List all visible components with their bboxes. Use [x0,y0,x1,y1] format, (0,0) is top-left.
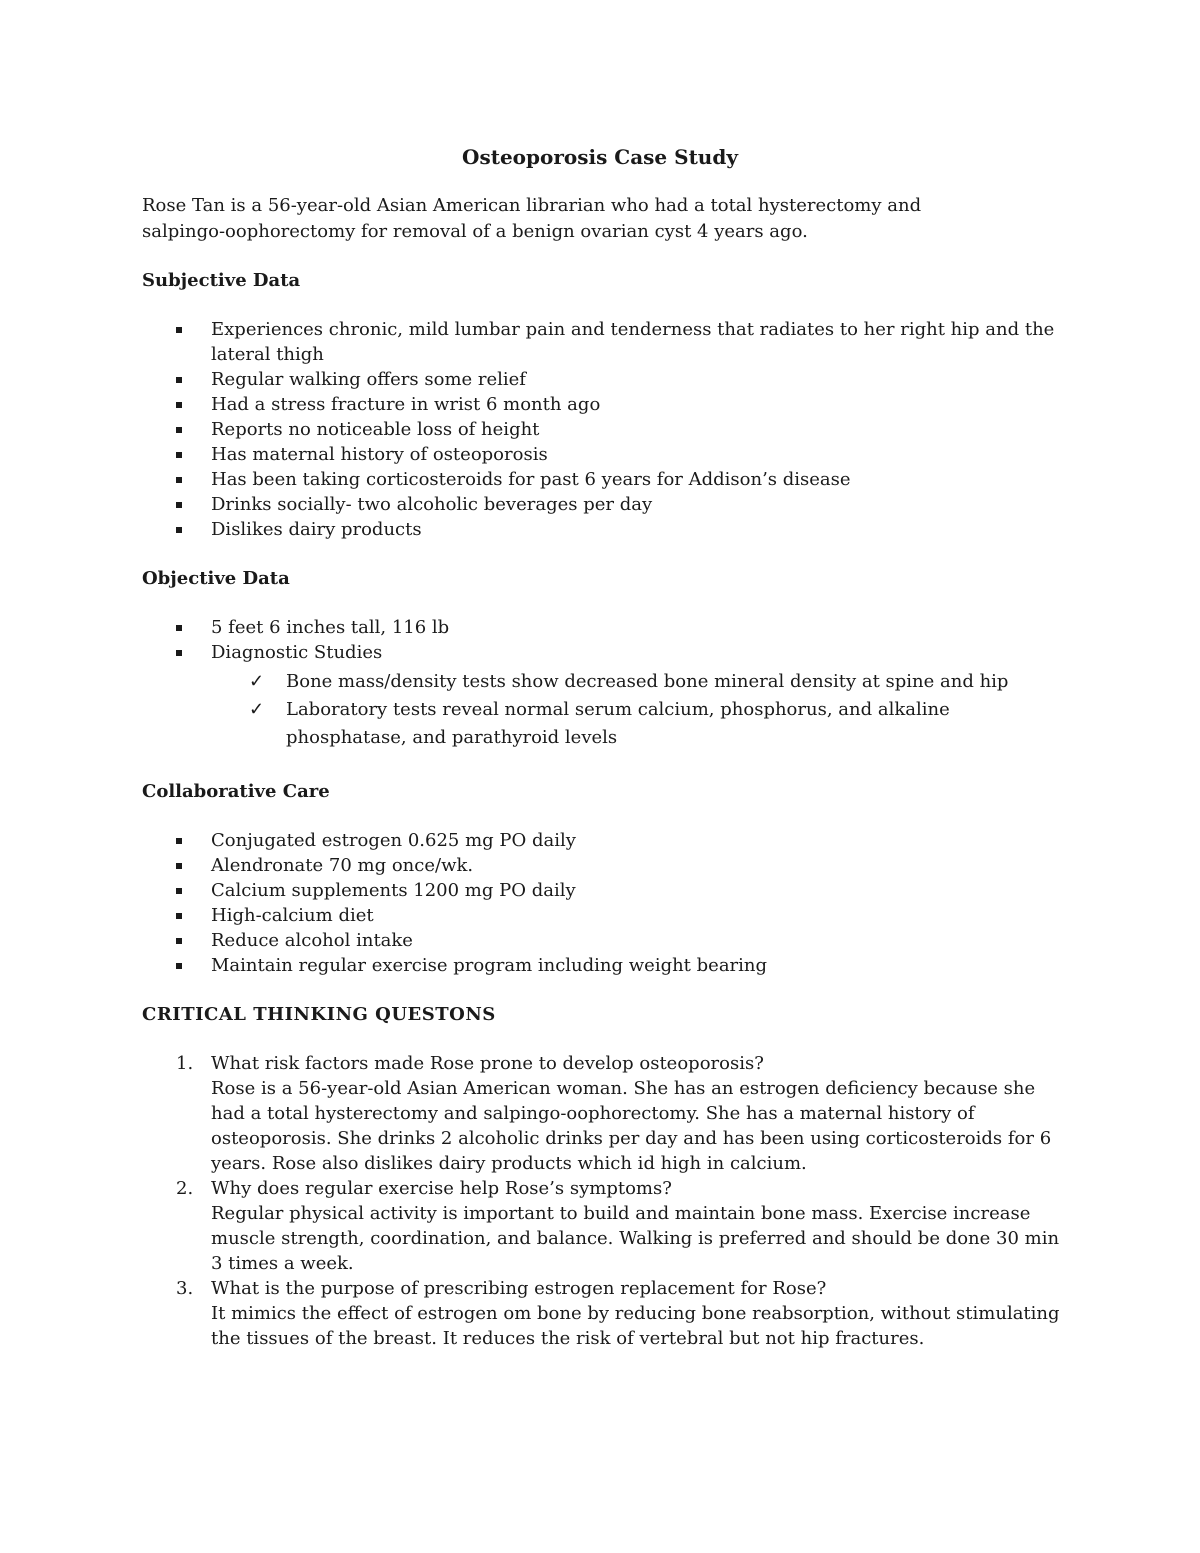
sub-list-item: ✓ Bone mass/density tests show decreased bone mineral density at spine and hip [211,668,1062,696]
square-bullet-icon [176,452,182,458]
checkmark-icon: ✓ [249,671,265,692]
question-item [142,1176,1062,1276]
list-item: Diagnostic Studies ✓ Bone mass/density tests show decreased bone mineral density at spine and hip ✓ Laboratory tests reveal normal serum calcium, phosphorus, and alkaline phosphatase, and parathyroid levels [142,640,1062,752]
square-bullet-icon [176,913,182,919]
diagnostic-sublist [142,668,1062,752]
square-bullet-icon [176,402,182,408]
list-item: Experiences chronic, mild lumbar pain and tenderness that radiates to her right hip and the lateral thigh [142,317,1062,367]
list-item: Has maternal history of osteoporosis [142,442,1062,467]
square-bullet-icon [176,327,182,333]
list-item: Reports no noticeable loss of height [142,417,1062,442]
square-bullet-icon [176,527,182,533]
intro-line: Rose Tan is a 56-year-old Asian American librarian who had a total hysterectomy and [142,195,922,216]
document-title: Osteoporosis Case Study [462,145,738,169]
list-item: High-calcium diet [142,903,1062,928]
question-number: 1. [176,1053,194,1074]
list-item: 5 feet 6 inches tall, 116 lb [142,615,1062,640]
list-item: Alendronate 70 mg once/wk. [142,853,1062,878]
square-bullet-icon [176,938,182,944]
subjective-heading: Subjective Data [142,270,301,291]
intro-line: salpingo-oophorectomy for removal of a benign ovarian cyst 4 years ago. [142,221,808,242]
square-bullet-icon [176,625,182,631]
square-bullet-icon [176,427,182,433]
square-bullet-icon [176,502,182,508]
list-item: Regular walking offers some relief [142,367,1062,392]
checkmark-icon: ✓ [249,699,265,720]
question-text: Why does regular exercise help Rose’s symptoms? [211,1178,672,1199]
square-bullet-icon [176,477,182,483]
list-item: Reduce alcohol intake [142,928,1062,953]
answer-text: Regular physical activity is important to build and maintain bone mass. Exercise increase muscle strength, coordination, and balance. Walking is preferred and should be done 30 min 3 times a week. [211,1203,1060,1274]
collaborative-heading: Collaborative Care [142,781,330,802]
question-item [142,1276,1062,1351]
objective-heading: Objective Data [142,568,290,589]
questions-heading: CRITICAL THINKING QUESTONS [142,1004,496,1025]
list-item: Had a stress fracture in wrist 6 month ago [142,392,1062,417]
square-bullet-icon [176,888,182,894]
square-bullet-icon [176,377,182,383]
question-text: What is the purpose of prescribing estrogen replacement for Rose? [211,1278,827,1299]
list-item: Calcium supplements 1200 mg PO daily [142,878,1062,903]
sub-list-item: ✓ Laboratory tests reveal normal serum calcium, phosphorus, and alkaline phosphatase, and parathyroid levels [211,696,1062,752]
answer-text: Rose is a 56-year-old Asian American woman. She has an estrogen deficiency because she had a total hysterectomy and salpingo-oophorectomy. She has a maternal history of osteoporosis. She drinks 2 alcoholic drinks per day and has been using corticosteroids for 6 years. Rose also dislikes dairy products which id high in calcium. [211,1078,1052,1174]
list-item: Dislikes dairy products [142,517,1062,542]
square-bullet-icon [176,650,182,656]
question-item [142,1051,1062,1176]
list-item: Maintain regular exercise program including weight bearing [142,953,1062,978]
list-item: Has been taking corticosteroids for past 6 years for Addison’s disease [142,467,1062,492]
list-item: Conjugated estrogen 0.625 mg PO daily [142,828,1062,853]
square-bullet-icon [176,863,182,869]
question-number: 3. [176,1278,194,1299]
list-item: Drinks socially- two alcoholic beverages per day [142,492,1062,517]
objective-list [142,615,1062,752]
square-bullet-icon [176,963,182,969]
question-text: What risk factors made Rose prone to develop osteoporosis? [211,1053,764,1074]
subjective-list [142,317,1062,542]
square-bullet-icon [176,838,182,844]
collaborative-list [142,828,1062,978]
questions-list [142,1051,1062,1351]
intro-paragraph [142,193,1042,245]
question-number: 2. [176,1178,194,1199]
answer-text: It mimics the effect of estrogen om bone by reducing bone reabsorption, without stimulating the tissues of the breast. It reduces the risk of vertebral but not hip fractures. [211,1303,1060,1349]
